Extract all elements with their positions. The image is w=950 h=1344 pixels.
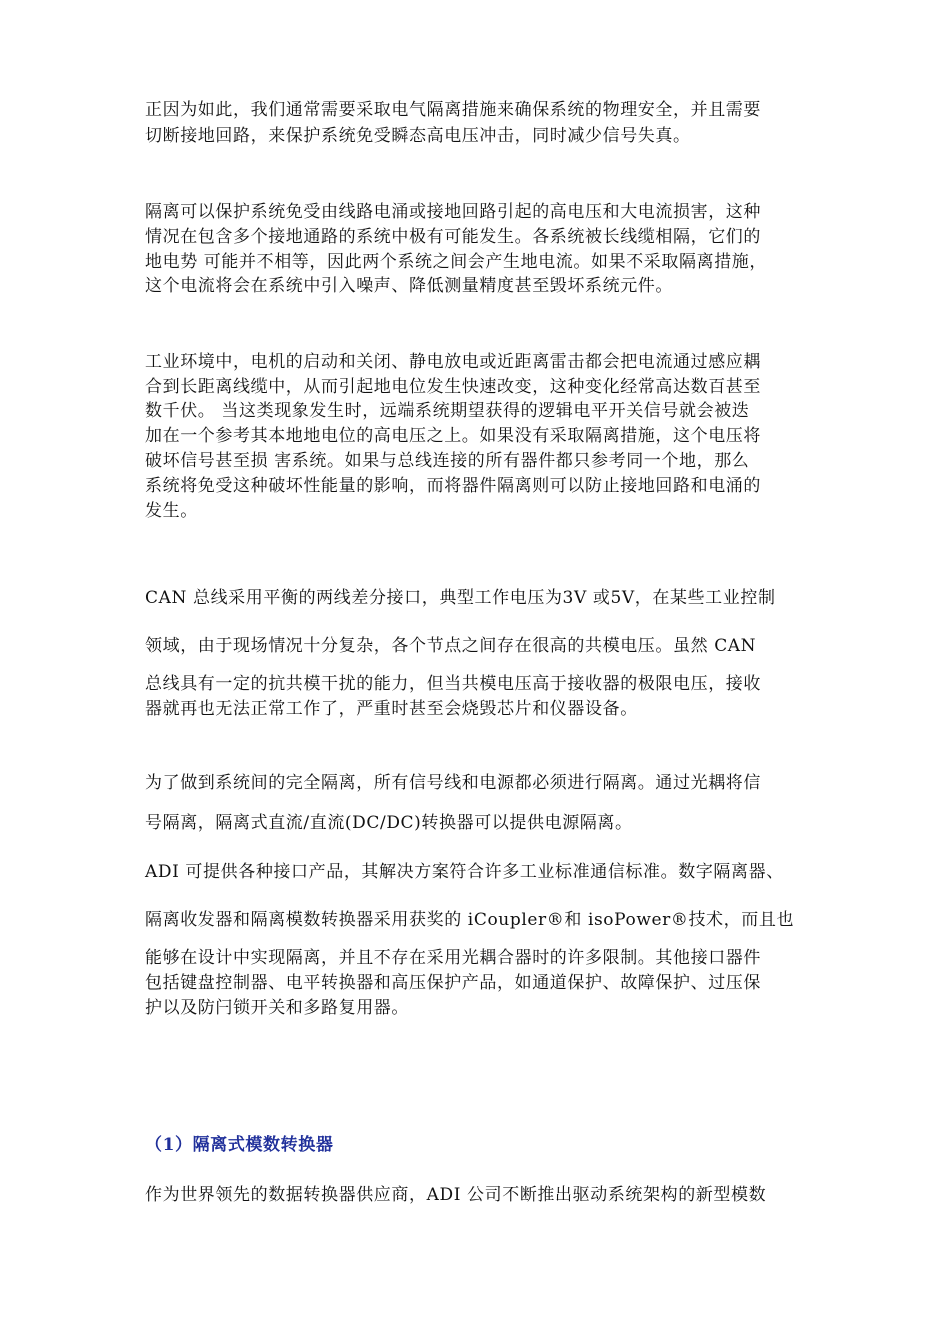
- paragraph-6-line-2: 隔离收发器和隔离模数转换器采用获奖的 iCoupler®和 isoPower®技术，而且也: [145, 910, 795, 930]
- paragraph-3-line-4: 加在一个参考其本地地电位的高电压之上。如果没有采取隔离措施，这个电压将: [145, 426, 761, 446]
- paragraph-5-line-1: 为了做到系统间的完全隔离，所有信号线和电源都必须进行隔离。通过光耦将信: [145, 773, 761, 793]
- section-heading: （1）隔离式模数转换器: [145, 1135, 334, 1155]
- paragraph-2-line-3: 地电势 可能并不相等，因此两个系统之间会产生地电流。如果不采取隔离措施，: [145, 252, 768, 272]
- paragraph-4-line-2: 领域，由于现场情况十分复杂，各个节点之间存在很高的共模电压。虽然 CAN: [145, 636, 757, 656]
- paragraph-4-line-3: 总线具有一定的抗共模干扰的能力，但当共模电压高于接收器的极限电压，接收: [145, 674, 761, 694]
- paragraph-3-line-6: 系统将免受这种破坏性能量的影响，而将器件隔离则可以防止接地回路和电涌的: [145, 476, 761, 496]
- paragraph-3-line-2: 合到长距离线缆中，从而引起地电位发生快速改变，这种变化经常高达数百甚至: [145, 377, 761, 397]
- paragraph-2-line-2: 情况在包含多个接地通路的系统中极有可能发生。各系统被长线缆相隔，它们的: [145, 227, 761, 247]
- paragraph-6-line-1: ADI 可提供各种接口产品，其解决方案符合许多工业标准通信标准。数字隔离器、: [145, 862, 784, 882]
- paragraph-1-line-1: 正因为如此，我们通常需要采取电气隔离措施来确保系统的物理安全，并且需要: [145, 100, 761, 120]
- paragraph-2-line-4: 这个电流将会在系统中引入噪声、降低测量精度甚至毁坏系统元件。: [145, 276, 673, 296]
- paragraph-2-line-1: 隔离可以保护系统免受由线路电涌或接地回路引起的高电压和大电流损害，这种: [145, 202, 761, 222]
- paragraph-3-line-7: 发生。: [145, 501, 198, 521]
- paragraph-3-line-1: 工业环境中，电机的启动和关闭、静电放电或近距离雷击都会把电流通过感应耦: [145, 352, 761, 372]
- paragraph-3-line-5: 破坏信号甚至损 害系统。如果与总线连接的所有器件都只参考同一个地，那么: [145, 451, 750, 471]
- paragraph-5-line-2: 号隔离，隔离式直流/直流(DC/DC)转换器可以提供电源隔离。: [145, 813, 633, 833]
- paragraph-6-line-5: 护以及防闩锁开关和多路复用器。: [145, 998, 409, 1018]
- closing-paragraph-line: 作为世界领先的数据转换器供应商，ADI 公司不断推出驱动系统架构的新型模数: [145, 1185, 767, 1205]
- paragraph-6-line-3: 能够在设计中实现隔离，并且不存在采用光耦合器时的许多限制。其他接口器件: [145, 948, 761, 968]
- paragraph-4-line-4: 器就再也无法正常工作了，严重时甚至会烧毁芯片和仪器设备。: [145, 699, 638, 719]
- paragraph-6-line-4: 包括键盘控制器、电平转换器和高压保护产品，如通道保护、故障保护、过压保: [145, 973, 761, 993]
- paragraph-3-line-3: 数千伏。 当这类现象发生时，远端系统期望获得的逻辑电平开关信号就会被迭: [145, 401, 750, 421]
- paragraph-4-line-1: CAN 总线采用平衡的两线差分接口，典型工作电压为3V 或5V，在某些工业控制: [145, 588, 776, 608]
- paragraph-1-line-2: 切断接地回路，来保护系统免受瞬态高电压冲击，同时减少信号失真。: [145, 126, 691, 146]
